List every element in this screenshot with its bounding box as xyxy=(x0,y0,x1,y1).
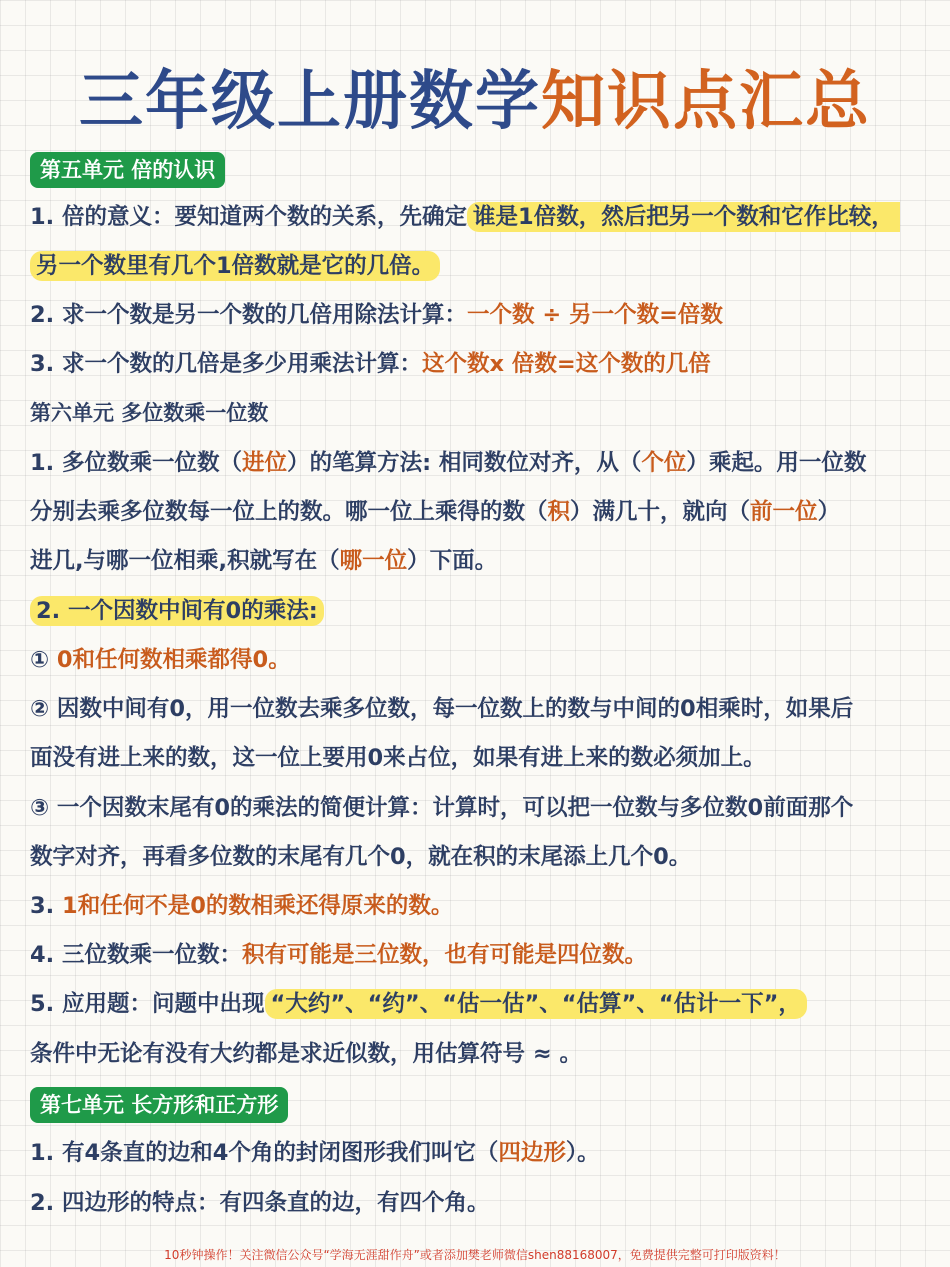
unit6-c2-line1 xyxy=(30,693,920,725)
unit6-p1-1a: 1. 多位数乘一位数（ xyxy=(30,450,243,476)
unit7-p2-line xyxy=(30,1187,920,1219)
unit5-line2 xyxy=(30,299,920,331)
unit6-p1-2a: 分别去乘多位数每一位上的数。哪一位上乘得的数（ xyxy=(30,499,548,525)
unit6-c3-1: ③ 一个因数末尾有0的乘法的简便计算：计算时，可以把一位数与多位数0前面那个 xyxy=(30,795,854,821)
unit5-l3b: 这个数x 倍数=这个数的几倍 xyxy=(422,351,711,377)
unit6-c3-2: 数字对齐，再看多位数的末尾有几个0，就在积的末尾添上几个0。 xyxy=(30,844,692,870)
unit6-p5b: “大约”、“约”、“估一估”、“估算”、“估计一下”， xyxy=(265,989,807,1019)
unit6-p1-1b: 进位 xyxy=(242,450,288,476)
unit6-p5-line1 xyxy=(30,988,920,1020)
unit5-heading-line xyxy=(30,152,920,188)
unit5-l2b: 一个数 ÷ 另一个数=倍数 xyxy=(467,302,723,328)
unit7-p1c: ）。 xyxy=(565,1140,600,1166)
unit6-p1-line2 xyxy=(30,496,920,528)
unit6-c1-line xyxy=(30,644,920,676)
title-part1: 三年级上册数学 xyxy=(79,65,541,139)
unit5-line3 xyxy=(30,348,920,380)
unit5-heading: 第五单元 倍的认识 xyxy=(30,152,225,188)
unit5-l1c: 另一个数里有几个1倍数就是它的几倍。 xyxy=(30,251,440,281)
unit7-p1b: 四边形 xyxy=(498,1140,566,1166)
unit6-p1-2d: 前一位 xyxy=(750,499,818,525)
unit5-line1 xyxy=(30,201,920,233)
unit6-c3-line2 xyxy=(30,841,920,873)
unit6-c1b: 0和任何数相乘都得0。 xyxy=(56,647,291,673)
unit6-p1-2e: ） xyxy=(817,499,841,525)
unit5-line1-cont xyxy=(30,250,920,282)
unit5-l1a: 1. 倍的意义：要知道两个数的关系，先确定 xyxy=(30,204,468,230)
footer-note: 10秒钟操作！关注微信公众号“学海无涯甜作舟”或者添加樊老师微信shen88168007，免费提供完整可打印版资料！ xyxy=(164,1248,786,1262)
unit5-l3a: 3. 求一个数的几倍是多少用乘法计算： xyxy=(30,351,423,377)
unit6-p4a: 4. 三位数乘一位数： xyxy=(30,942,243,968)
unit6-p1-2c: ）满几十，就向（ xyxy=(570,499,751,525)
unit7-p2: 2. 四边形的特点：有四条直的边，有四个角。 xyxy=(30,1190,490,1216)
unit6-p1-line3 xyxy=(30,545,920,577)
unit6-p1-1d: 个位 xyxy=(641,450,687,476)
unit6-c1a: ① xyxy=(30,647,57,673)
unit6-c2-line2 xyxy=(30,742,920,774)
unit6-heading-line xyxy=(30,397,920,429)
unit6-p1-3b: 哪一位 xyxy=(339,548,408,574)
unit6-p3b: 1和任何不是0的数相乘还得原来的数。 xyxy=(62,893,454,919)
unit6-p1-2b: 积 xyxy=(547,499,571,525)
unit6-p1-1e: ）乘起。用一位数 xyxy=(686,450,867,476)
unit7-p1a: 1. 有4条直的边和4个角的封闭图形我们叫它（ xyxy=(30,1140,499,1166)
unit7-p1-line xyxy=(30,1137,920,1169)
unit6-p1-3c: ）下面。 xyxy=(407,548,498,574)
unit6-p5a: 5. 应用题：问题中出现 xyxy=(30,991,265,1017)
unit5-l1b: 谁是1倍数，然后把另一个数和它作比较， xyxy=(467,202,900,232)
unit6-c2-2: 面没有进上来的数，这一位上要用0来占位，如果有进上来的数必须加上。 xyxy=(30,745,766,771)
unit6-p5-line2 xyxy=(30,1038,920,1070)
unit6-p4-line xyxy=(30,939,920,971)
unit6-p2-line xyxy=(30,595,920,627)
unit6-p1-line1 xyxy=(30,447,920,479)
unit5-l2a: 2. 求一个数是另一个数的几倍用除法计算： xyxy=(30,302,468,328)
unit6-p3a: 3. xyxy=(30,893,63,919)
unit6-c3-line1 xyxy=(30,792,920,824)
unit6-p5c: 条件中无论有没有大约都是求近似数，用估算符号 ≈ 。 xyxy=(30,1041,583,1067)
unit6-c2-1: ② 因数中间有0，用一位数去乘多位数，每一位数上的数与中间的0相乘时，如果后 xyxy=(30,696,854,722)
unit7-heading: 第七单元 长方形和正方形 xyxy=(30,1087,288,1123)
page-title xyxy=(0,50,950,142)
unit6-p2: 2. 一个因数中间有0的乘法: xyxy=(30,596,324,626)
unit6-p4b: 积有可能是三位数，也有可能是四位数。 xyxy=(242,942,648,968)
unit6-p3-line xyxy=(30,890,920,922)
unit6-p1-1c: ）的笔算方法: 相同数位对齐，从（ xyxy=(287,450,642,476)
unit7-heading-line xyxy=(30,1087,920,1123)
unit6-heading: 第六单元 多位数乘一位数 xyxy=(30,401,269,425)
title-part2: 知识点汇总 xyxy=(541,65,871,139)
unit6-p1-3a: 进几,与哪一位相乘,积就写在（ xyxy=(30,548,340,574)
